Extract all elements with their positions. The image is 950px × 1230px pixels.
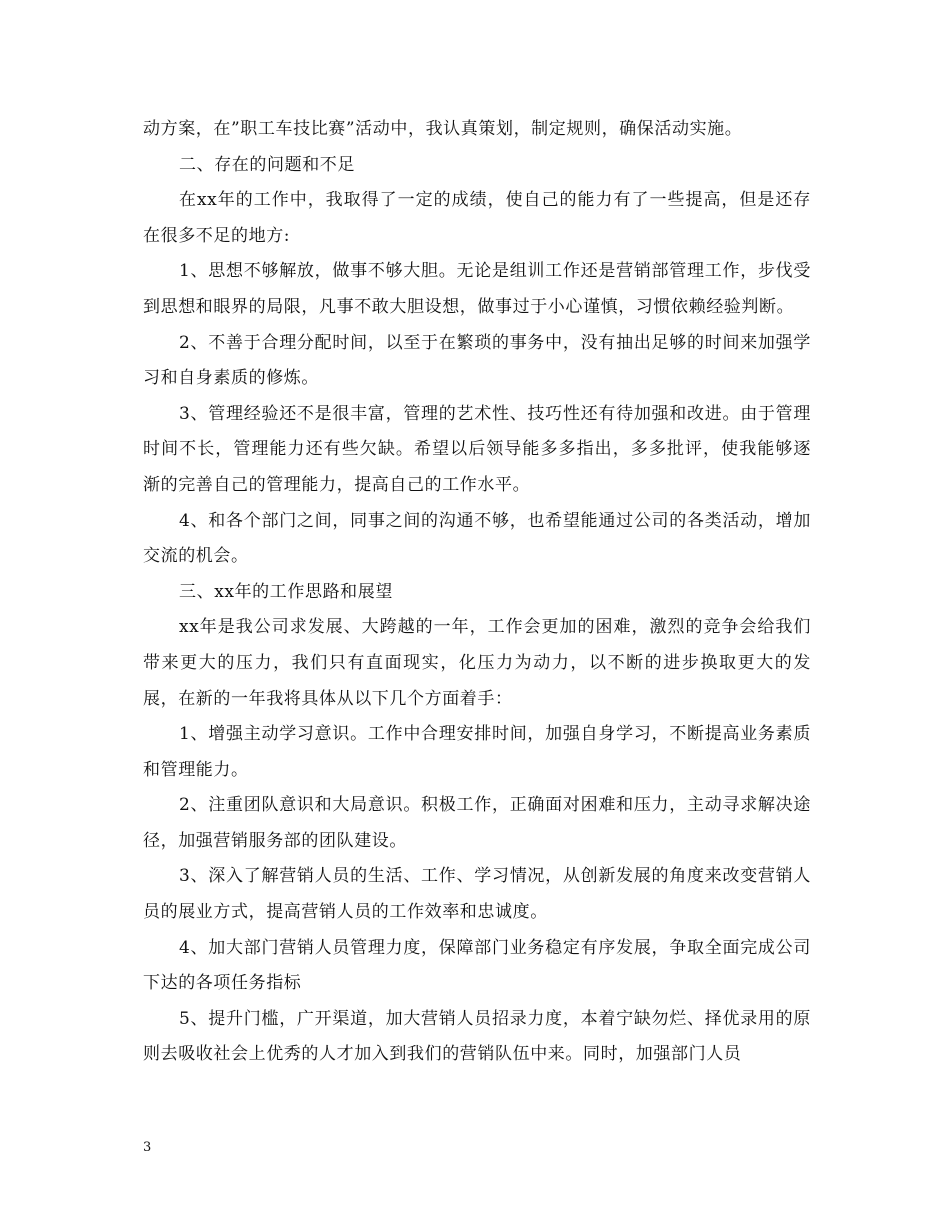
paragraph-shortcoming-4: 4、和各个部门之间，同事之间的沟通不够，也希望能通过公司的各类活动，增加交流的机会。 xyxy=(143,510,811,567)
paragraph-shortcoming-2: 2、不善于合理分配时间，以至于在繁琐的事务中，没有抽出足够的时间来加强学习和自身素质的修炼。 xyxy=(143,332,811,389)
paragraph-plan-4: 4、加大部门营销人员管理力度，保障部门业务稳定有序发展，争取全面完成公司下达的各项任务指标 xyxy=(143,937,811,994)
section-heading-outlook: 三、xx年的工作思路和展望 xyxy=(179,581,393,602)
paragraph-plan-3: 3、深入了解营销人员的生活、工作、学习情况，从创新发展的角度来改变营销人员的展业方式，提高营销人员的工作效率和忠诚度。 xyxy=(143,866,811,923)
page-number: 3 xyxy=(143,1140,152,1155)
paragraph-plan-1: 1、增强主动学习意识。工作中合理安排时间，加强自身学习，不断提高业务素质和管理能力。 xyxy=(143,724,811,780)
paragraph-continuation: 动方案，在”职工车技比赛”活动中，我认真策划，制定规则，确保活动实施。 xyxy=(143,119,743,139)
document-body xyxy=(143,112,811,1073)
section-heading-problems: 二、存在的问题和不足 xyxy=(179,154,355,175)
paragraph-outlook-intro: xx年是我公司求发展、大跨越的一年，工作会更加的困难，激烈的竞争会给我们带来更大的压力，我们只有直面现实，化压力为动力，以不断的进步换取更大的发展，在新的一年我将具体从以下几个方面着手： xyxy=(143,617,811,709)
paragraph-plan-5: 5、提升门槛，广开渠道，加大营销人员招录力度，本着宁缺勿烂、择优录用的原则去吸收社会上优秀的人才加入到我们的营销队伍中来。同时，加强部门人员 xyxy=(143,1008,811,1065)
paragraph-plan-2: 2、注重团队意识和大局意识。积极工作，正确面对困难和压力，主动寻求解决途径，加强营销服务部的团队建设。 xyxy=(143,795,811,851)
paragraph-intro-shortcomings: 在xx年的工作中，我取得了一定的成绩，使自己的能力有了一些提高，但是还存在很多不足的地方: xyxy=(143,190,811,246)
paragraph-shortcoming-3: 3、管理经验还不是很丰富，管理的艺术性、技巧性还有待加强和改进。由于管理时间不长，管理能力还有些欠缺。希望以后领导能多多指出，多多批评，使我能够逐渐的完善自己的管理能力，提高自己的工作水平。 xyxy=(143,403,811,495)
paragraph-shortcoming-1: 1、思想不够解放，做事不够大胆。无论是组训工作还是营销部管理工作，步伐受到思想和眼界的局限，凡事不敢大胆设想，做事过于小心谨慎，习惯依赖经验判断。 xyxy=(143,261,811,317)
